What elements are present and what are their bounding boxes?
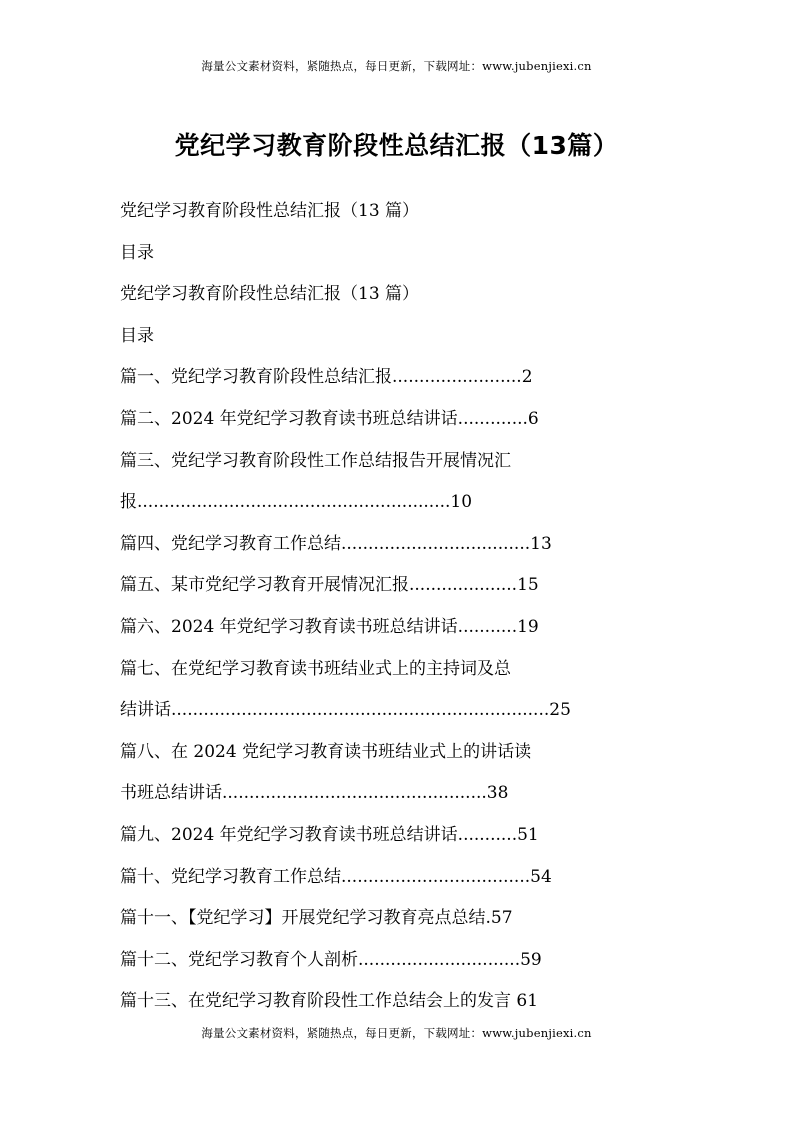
toc-line: 篇四、党纪学习教育工作总结...................................13	[120, 533, 552, 554]
toc-line: 篇十二、党纪学习教育个人剖析..............................59	[120, 949, 542, 970]
toc-entry-2[interactable]	[120, 404, 590, 446]
toc-entry-11[interactable]	[120, 903, 590, 945]
toc-entry-9[interactable]	[120, 820, 590, 862]
toc-line: 篇七、在党纪学习教育读书班结业式上的主持词及总	[120, 658, 511, 679]
toc-line: 书班总结讲话.................................................38	[120, 783, 509, 804]
toc-entry-10[interactable]	[120, 862, 590, 904]
document-title: 党纪学习教育阶段性总结汇报（13篇）	[174, 131, 619, 160]
toc-line: 篇三、党纪学习教育阶段性工作总结报告开展情况汇	[120, 450, 511, 471]
toc-line: 报..........................................................10	[120, 492, 473, 513]
toc-entry-7[interactable]	[120, 654, 590, 737]
toc-entry-4[interactable]	[120, 529, 590, 571]
intro-line: 党纪学习教育阶段性总结汇报（13 篇）	[120, 284, 420, 305]
intro-line: 目录	[120, 242, 154, 263]
toc-line: 篇十三、在党纪学习教育阶段性工作总结会上的发言 61	[120, 991, 539, 1012]
toc-entry-1[interactable]	[120, 362, 590, 404]
toc-line: 篇二、2024 年党纪学习教育读书班总结讲话.............6	[120, 408, 539, 429]
intro-line: 目录	[120, 325, 154, 346]
toc-line: 篇八、在 2024 党纪学习教育读书班结业式上的讲话读	[120, 741, 532, 762]
toc-entry-3[interactable]	[120, 446, 590, 529]
toc-entry-12[interactable]	[120, 945, 590, 987]
toc-entry-5[interactable]	[120, 570, 590, 612]
header-note: 海量公文素材资料，紧随热点，每日更新，下载网址：www.jubenjiexi.cn	[201, 59, 592, 73]
toc-line: 篇五、某市党纪学习教育开展情况汇报....................15	[120, 575, 539, 596]
toc-line: 篇十、党纪学习教育工作总结...................................54	[120, 866, 552, 887]
toc-entry-6[interactable]	[120, 612, 590, 654]
toc-line: 篇一、党纪学习教育阶段性总结汇报........................2	[120, 367, 533, 388]
document-body	[120, 196, 590, 1028]
toc-entry-13[interactable]	[120, 986, 590, 1028]
intro-line: 党纪学习教育阶段性总结汇报（13 篇）	[120, 201, 420, 221]
toc-line: 结讲话......................................................................25	[120, 700, 571, 721]
toc-entry-8[interactable]	[120, 737, 590, 820]
toc-line: 篇九、2024 年党纪学习教育读书班总结讲话...........51	[120, 824, 539, 845]
toc-line: 篇十一、【党纪学习】开展党纪学习教育亮点总结.57	[120, 908, 513, 929]
footer-note: 海量公文素材资料，紧随热点，每日更新，下载网址：www.jubenjiexi.cn	[201, 1026, 592, 1040]
toc-line: 篇六、2024 年党纪学习教育读书班总结讲话...........19	[120, 616, 539, 637]
